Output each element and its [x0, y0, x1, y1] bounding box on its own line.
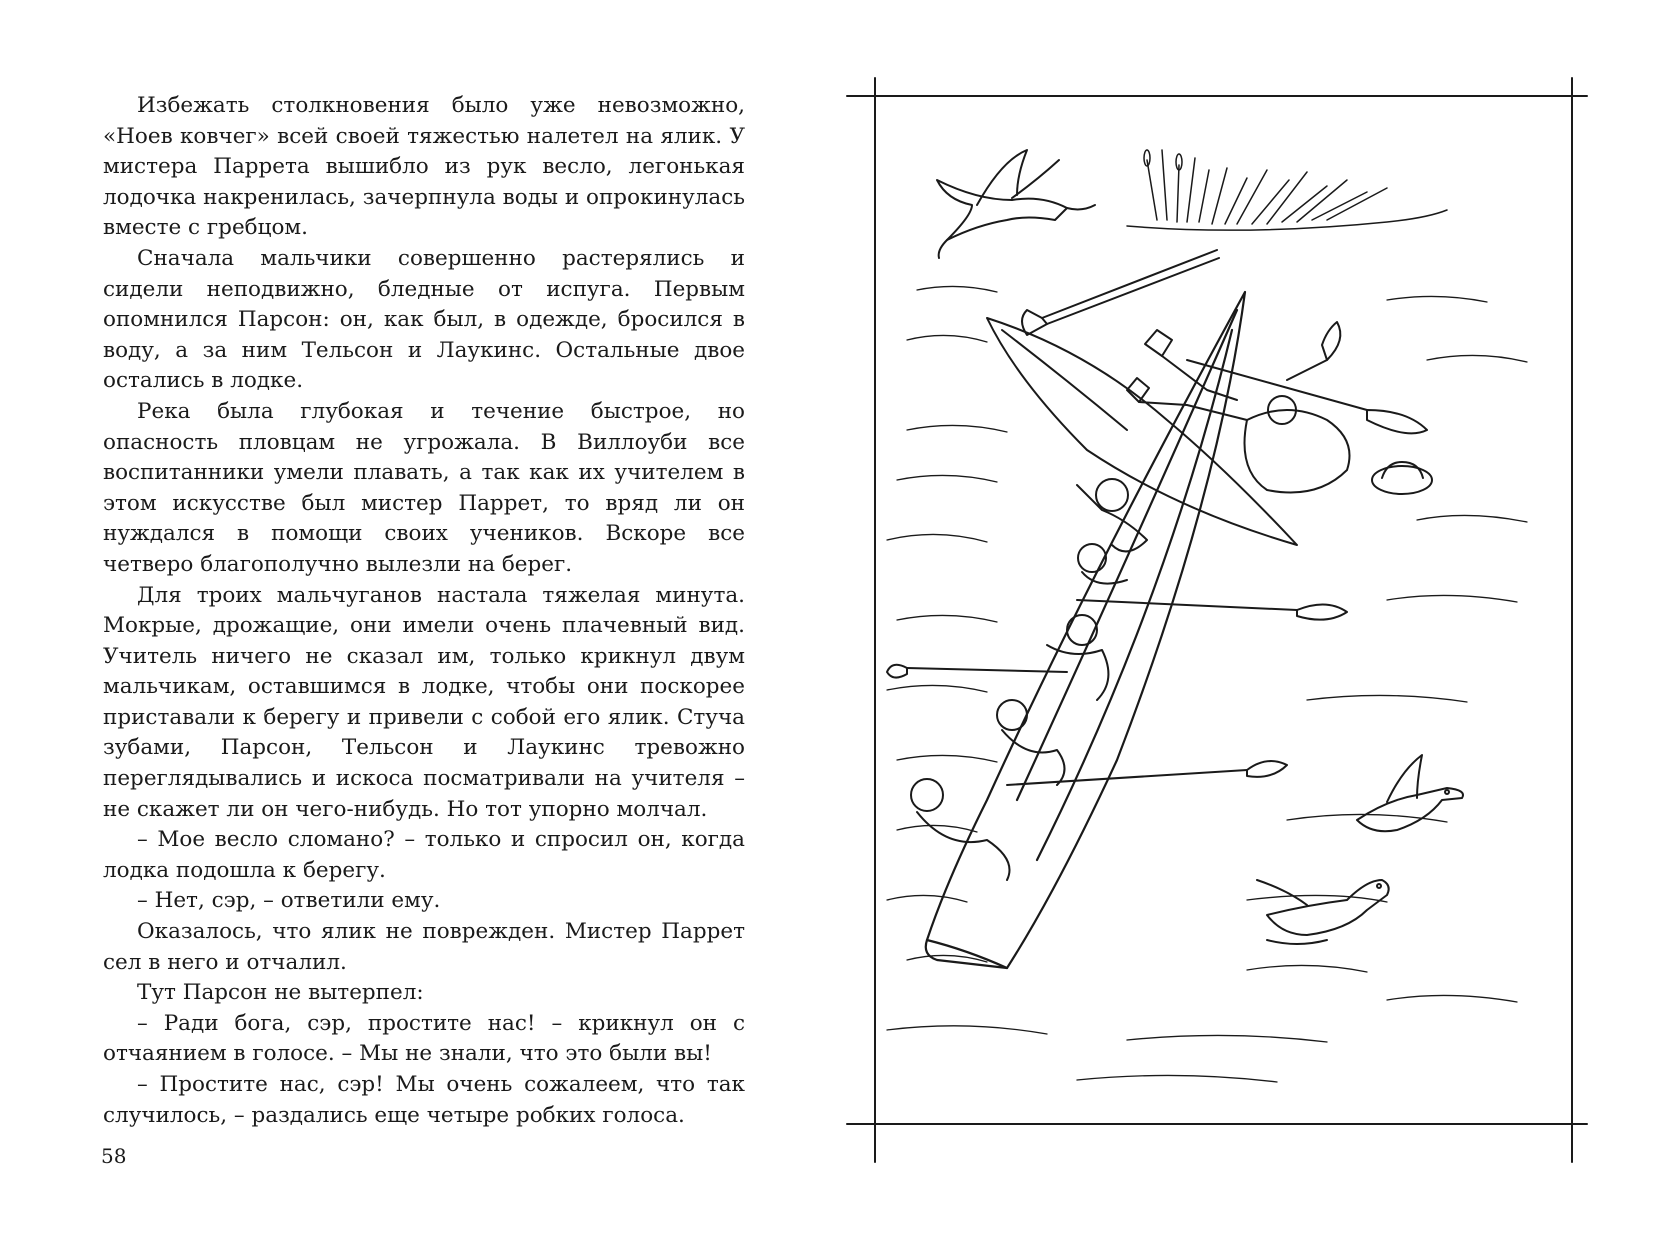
paragraph: Избежать столкновения было уже невозможно, «Ноев ковчег» всей своей тяжестью налетел на ялик. У мистера Паррета вышибло из рук весло, легонькая лодочка накренилась, зачерпнула воды и опрокинулась вместе с гребцом.: [103, 93, 745, 241]
reeds: [1127, 150, 1447, 230]
teacher-figure: [1127, 322, 1350, 493]
paragraph: Сначала мальчики совершенно растерялись и сидели неподвижно, бледные от испуга. Первым опомнился Парсон: он, как был, в одежде, бросился в воду, а за ним Тельсон и Лаукинс. Остальные двое остались в лодке.: [103, 245, 745, 394]
body-text: [103, 91, 745, 1131]
paragraph: – Простите нас, сэр! Мы очень сожалеем, что так случилось, – раздались еще четыре робких голоса.: [103, 1072, 745, 1128]
paragraph: – Нет, сэр, – ответили ему.: [137, 888, 441, 914]
water-waves: [887, 286, 1527, 1082]
boat-collision-illustration: [827, 0, 1654, 1240]
capsized-skiff: [987, 318, 1297, 545]
paragraph: – Мое весло сломано? – только и спросил он, когда лодка подошла к берегу.: [103, 827, 745, 883]
paragraph: Оказалось, что ялик не поврежден. Мистер Паррет сел в него и отчалил.: [103, 919, 745, 975]
loose-oar: [1022, 250, 1219, 335]
paragraph: Река была глубокая и течение быстрое, но опасность пловцам не угрожала. В Виллоуби все воспитанники умели плавать, а так как их учителем в этом искусстве был мистер Паррет, то вряд ли он нуждался в помощи своих учеников. Вскоре все четверо благополучно вылезли на берег.: [103, 398, 745, 577]
paragraph: Тут Парсон не вытерпел:: [137, 980, 424, 1006]
paragraph: – Ради бога, сэр, простите нас! – крикнул он с отчаянием в голосе. – Мы не знали, что это были вы!: [103, 1010, 745, 1067]
duck-right: [1357, 755, 1463, 831]
paragraph: Для троих мальчуганов настала тяжелая минута. Мокрые, дрожащие, они имели очень плачевный вид. Учитель ничего не сказал им, только крикнул двум мальчикам, оставшимся в лодке, чтобы они поскорее приставали к берегу и привели с собой его ялик. Стуча зубами, Парсон, Тельсон и Лаукинс тревожно переглядывались и искоса посматривали на учителя – не скажет ли он чего-нибудь. Но тот упорно молчал.: [103, 582, 745, 822]
boys-in-boat: [911, 479, 1147, 880]
duck-bottom: [1257, 880, 1389, 944]
page-number: 58: [101, 1144, 127, 1168]
illustration-frame: [847, 78, 1587, 1162]
right-page: [827, 0, 1654, 1240]
floating-hat: [1372, 462, 1432, 494]
duck-top: [937, 150, 1095, 258]
long-boat: [926, 292, 1245, 968]
